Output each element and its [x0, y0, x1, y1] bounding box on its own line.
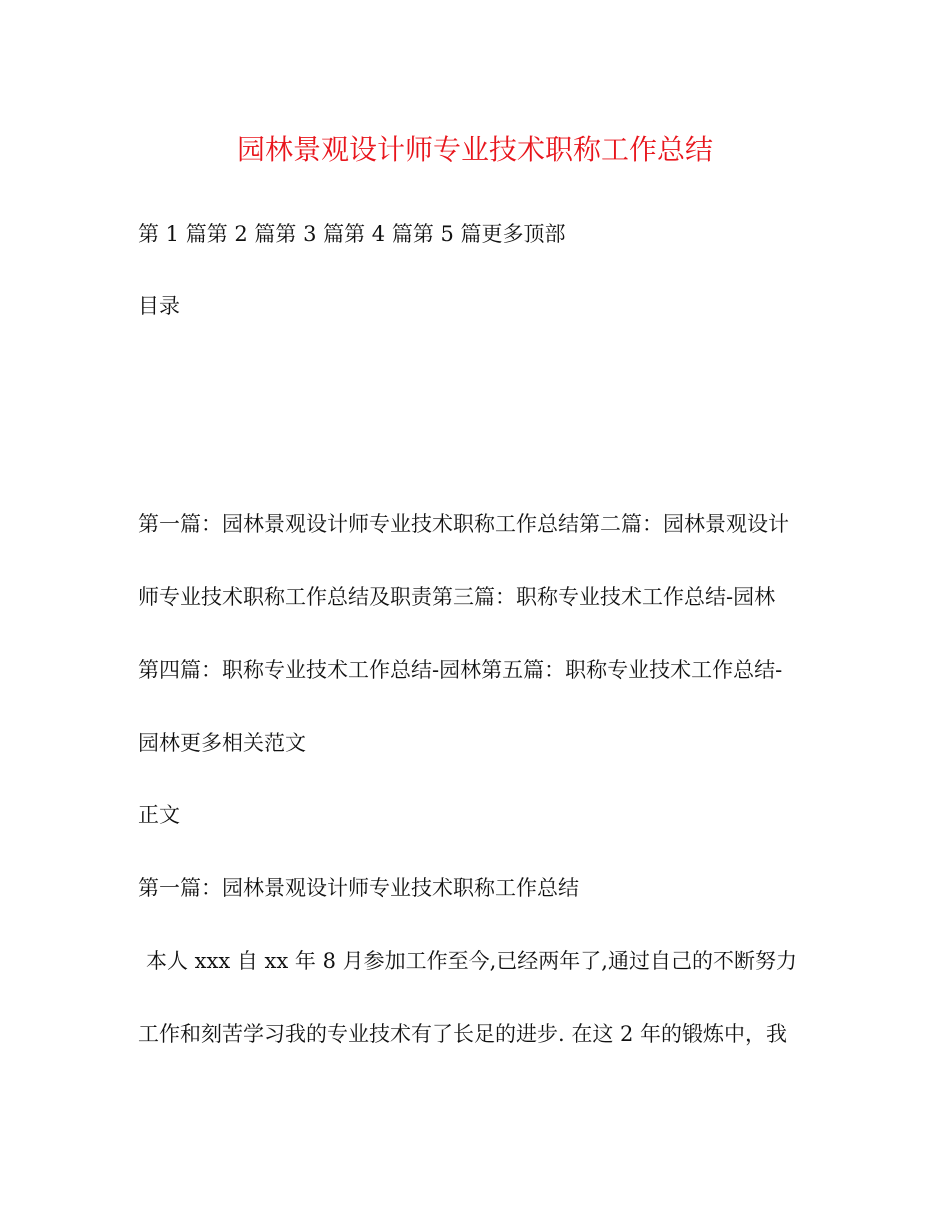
toc-line[interactable]: 第四篇：职称专业技术工作总结-园林第五篇：职称专业技术工作总结-: [138, 658, 783, 682]
toc-line[interactable]: 第一篇：园林景观设计师专业技术职称工作总结第二篇：园林景观设计: [138, 512, 789, 536]
toc-line[interactable]: 园林更多相关范文: [138, 731, 306, 755]
paragraph-line: 本人 xxx 自 xx 年 8 月参加工作至今,已经两年了,通过自己的不断努力: [146, 949, 797, 973]
paragraph-line: 工作和刻苦学习我的专业技术有了长足的进步. 在这 2 年的锻炼中，我: [138, 1022, 788, 1046]
section-heading: 第一篇：园林景观设计师专业技术职称工作总结: [138, 876, 579, 900]
table-of-contents-label: 目录: [138, 294, 180, 318]
document-title: 园林景观设计师专业技术职称工作总结: [236, 133, 713, 166]
body-label: 正文: [138, 803, 180, 827]
toc-line[interactable]: 师专业技术职称工作总结及职责第三篇：职称专业技术工作总结-园林: [138, 585, 776, 609]
chapter-navigation[interactable]: 第 1 篇第 2 篇第 3 篇第 4 篇第 5 篇更多顶部: [138, 222, 566, 246]
